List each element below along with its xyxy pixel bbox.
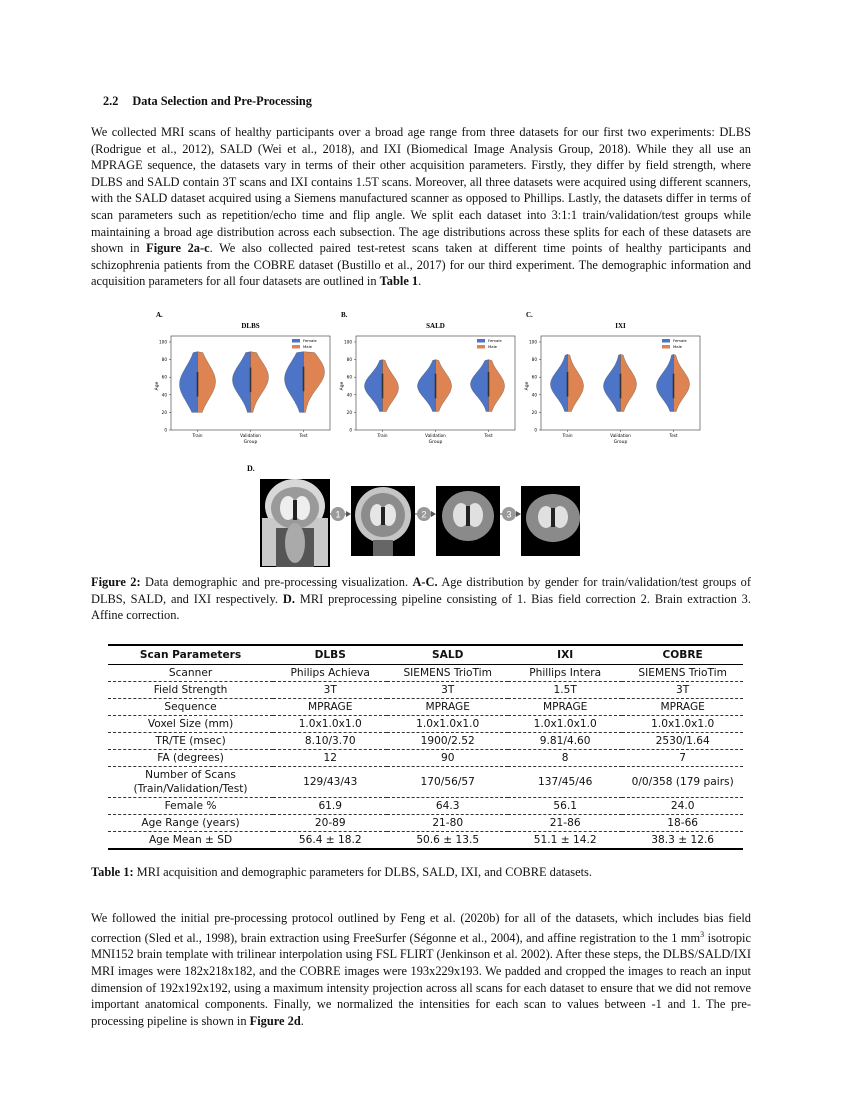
table-cell: 129/43/43 bbox=[273, 767, 387, 798]
table-cell: 8 bbox=[508, 750, 622, 767]
table-cell: 3T bbox=[387, 682, 508, 699]
section-heading bbox=[103, 94, 312, 109]
table-cell: 21-86 bbox=[508, 815, 622, 832]
text-run: We followed the initial pre-processing protocol outlined by Feng et al. (2020b) for all of the datasets, which includes bias field correction (Sled et al., 1998), brain extraction using FreeSurfer (Ségonne et al., 2004), and affine registration to the 1 mm bbox=[91, 911, 751, 945]
table-cell: MPRAGE bbox=[387, 699, 508, 716]
violin-female bbox=[418, 360, 436, 412]
panel-title: SALD bbox=[426, 322, 445, 330]
x-axis-label: Group bbox=[428, 440, 443, 445]
panel-letter: A. bbox=[156, 311, 163, 319]
mri-bias-corrected-image bbox=[351, 486, 415, 556]
x-tick-label: Train bbox=[192, 433, 203, 438]
table-1-caption bbox=[91, 864, 751, 881]
table-cell: 3T bbox=[622, 682, 743, 699]
x-axis-label: Group bbox=[613, 440, 628, 445]
violin-male bbox=[383, 360, 399, 412]
paragraph-datasets bbox=[91, 124, 751, 290]
table-row bbox=[108, 682, 743, 699]
table-cell: 137/45/46 bbox=[508, 767, 622, 798]
violin-male bbox=[621, 354, 637, 411]
parameter-name-cell: TR/TE (msec) bbox=[108, 733, 273, 750]
y-tick-label: 100 bbox=[529, 339, 537, 345]
y-tick-label: 100 bbox=[344, 339, 352, 345]
table-cell: 0/0/358 (179 pairs) bbox=[622, 767, 743, 798]
violin-female bbox=[285, 352, 304, 413]
violin-male bbox=[568, 354, 584, 411]
legend-label-male: Male bbox=[673, 344, 682, 350]
y-tick-label: 20 bbox=[531, 409, 537, 415]
violin-female bbox=[471, 360, 489, 412]
figure-2-caption bbox=[91, 574, 751, 624]
x-axis-label: Group bbox=[243, 440, 258, 445]
table-header-cell: Scan Parameters bbox=[108, 645, 273, 665]
parameter-name-cell: Scanner bbox=[108, 665, 273, 682]
table-cell: 61.9 bbox=[273, 798, 387, 815]
parameter-name-cell: Voxel Size (mm) bbox=[108, 716, 273, 733]
table-row bbox=[108, 798, 743, 815]
table-cell: Phillips Intera bbox=[508, 665, 622, 682]
table-row bbox=[108, 767, 743, 798]
legend-swatch-female bbox=[662, 339, 670, 343]
y-axis-label: Age bbox=[155, 381, 160, 391]
violin-male bbox=[674, 354, 690, 411]
x-tick-label: Validation bbox=[425, 433, 446, 438]
pipeline-panel-d bbox=[240, 458, 580, 568]
table-cell: 170/56/57 bbox=[387, 767, 508, 798]
table-row bbox=[108, 716, 743, 733]
violin-female bbox=[657, 354, 674, 411]
bold-text: Table 1 bbox=[379, 274, 419, 289]
x-tick-label: Test bbox=[484, 433, 493, 438]
x-tick-label: Test bbox=[669, 433, 678, 438]
y-tick-label: 80 bbox=[161, 357, 167, 363]
table-cell: 24.0 bbox=[622, 798, 743, 815]
table-row bbox=[108, 750, 743, 767]
parameter-name-cell: Female % bbox=[108, 798, 273, 815]
table-row bbox=[108, 815, 743, 832]
panel-d-letter: D. bbox=[247, 464, 255, 473]
legend-swatch-male bbox=[292, 345, 300, 349]
table-cell: 56.4 ± 18.2 bbox=[273, 832, 387, 850]
y-tick-label: 0 bbox=[164, 427, 167, 433]
table-cell: SIEMENS TrioTim bbox=[387, 665, 508, 682]
table-cell: 21-80 bbox=[387, 815, 508, 832]
table-cell: 50.6 ± 13.5 bbox=[387, 832, 508, 850]
violin-male bbox=[436, 360, 452, 412]
text-run: . bbox=[418, 274, 422, 289]
y-axis-label: Age bbox=[525, 381, 530, 391]
y-tick-label: 80 bbox=[531, 357, 537, 363]
y-tick-label: 40 bbox=[161, 392, 167, 398]
table-header-cell: COBRE bbox=[622, 645, 743, 665]
text-run: . bbox=[300, 1013, 304, 1028]
table-cell: 9.81/4.60 bbox=[508, 733, 622, 750]
violin-male bbox=[489, 360, 505, 412]
text-run: MRI preprocessing pipeline consisting of 1. Bias field correction 2. Brain extraction 3. Affine correction. bbox=[91, 591, 751, 623]
table-cell: SIEMENS TrioTim bbox=[622, 665, 743, 682]
mri-brain-extracted-image bbox=[436, 486, 500, 556]
x-tick-label: Train bbox=[562, 433, 573, 438]
bold-text: Figure 2: bbox=[91, 575, 141, 589]
table-cell: 8.10/3.70 bbox=[273, 733, 387, 750]
y-tick-label: 40 bbox=[346, 392, 352, 398]
legend-label-female: Female bbox=[673, 338, 687, 344]
table-cell: 90 bbox=[387, 750, 508, 767]
parameter-name-cell: FA (degrees) bbox=[108, 750, 273, 767]
step-2-badge bbox=[417, 507, 431, 521]
table-cell: 51.1 ± 14.2 bbox=[508, 832, 622, 850]
y-tick-label: 60 bbox=[531, 374, 537, 380]
table-cell: 56.1 bbox=[508, 798, 622, 815]
step-2-label: 2 bbox=[421, 509, 427, 520]
legend-swatch-male bbox=[477, 345, 485, 349]
x-tick-label: Validation bbox=[240, 433, 261, 438]
parameter-name-cell: Field Strength bbox=[108, 682, 273, 699]
text-run: isotropic MNI152 brain template with trilinear interpolation using FSL FLIRT (Jenkinson et al. 2002). After these steps, the DLBS/SALD/IXI MRI images were 182x218x182, and the COBRE images were 193x229x193. We padded and cropped the images to reach an input dimension of 192x192x192, using a maximum intensity projection across all scans for each dataset to ensure that we did not remove important anatomical components. Finally, we normalized the intensities for each scan to values between -1 and 1. The pre-processing pipeline is shown in bbox=[91, 930, 751, 1028]
panel-title: IXI bbox=[615, 322, 626, 330]
legend-label-male: Male bbox=[303, 344, 312, 350]
y-tick-label: 40 bbox=[531, 392, 537, 398]
legend-label-female: Female bbox=[488, 338, 502, 344]
x-tick-label: Train bbox=[377, 433, 388, 438]
parameter-name-cell: Age Mean ± SD bbox=[108, 832, 273, 850]
violin-male bbox=[251, 352, 269, 413]
legend-swatch-female bbox=[292, 339, 300, 343]
violin-male bbox=[304, 352, 325, 413]
legend-label-female: Female bbox=[303, 338, 317, 344]
violin-female bbox=[365, 360, 383, 412]
parameter-name-cell: Age Range (years) bbox=[108, 815, 273, 832]
y-tick-label: 0 bbox=[534, 427, 537, 433]
table-header-row bbox=[108, 645, 743, 665]
bold-text: Table 1: bbox=[91, 865, 134, 879]
parameter-name-cell: Sequence bbox=[108, 699, 273, 716]
violin-female bbox=[604, 354, 621, 411]
legend-label-male: Male bbox=[488, 344, 497, 350]
table-header-cell: SALD bbox=[387, 645, 508, 665]
x-tick-label: Validation bbox=[610, 433, 631, 438]
table-row bbox=[108, 832, 743, 850]
x-tick-label: Test bbox=[299, 433, 308, 438]
violin-panel-c bbox=[520, 306, 710, 454]
table-header-cell: IXI bbox=[508, 645, 622, 665]
legend-swatch-female bbox=[477, 339, 485, 343]
table-cell: 1900/2.52 bbox=[387, 733, 508, 750]
table-cell: 20-89 bbox=[273, 815, 387, 832]
table-cell: 7 bbox=[622, 750, 743, 767]
violin-female bbox=[551, 354, 568, 411]
text-run: MRI acquisition and demographic parameters for DLBS, SALD, IXI, and COBRE datasets. bbox=[133, 865, 592, 879]
violin-panel-a bbox=[150, 306, 340, 454]
text-run: Data demographic and pre-processing visualization. bbox=[140, 575, 413, 589]
mri-affine-registered-image bbox=[521, 486, 580, 556]
table-row bbox=[108, 733, 743, 750]
y-tick-label: 60 bbox=[346, 374, 352, 380]
table-cell: 18-66 bbox=[622, 815, 743, 832]
table-row bbox=[108, 665, 743, 682]
section-title: Data Selection and Pre-Processing bbox=[132, 94, 312, 108]
panel-title: DLBS bbox=[241, 322, 260, 330]
table-cell: MPRAGE bbox=[273, 699, 387, 716]
table-cell: 3T bbox=[273, 682, 387, 699]
table-cell: 38.3 ± 12.6 bbox=[622, 832, 743, 850]
mri-raw-image bbox=[260, 479, 330, 567]
table-cell: 2530/1.64 bbox=[622, 733, 743, 750]
bold-text: Figure 2a-c bbox=[146, 241, 210, 256]
y-tick-label: 20 bbox=[161, 409, 167, 415]
step-3-badge bbox=[502, 507, 516, 521]
y-tick-label: 100 bbox=[159, 339, 167, 345]
text-run: Age distribution by gender for train/validation/test groups of DLBS, SALD, and IXI respectively. bbox=[91, 575, 752, 606]
table-cell: 12 bbox=[273, 750, 387, 767]
violin-female bbox=[180, 352, 198, 413]
section-number: 2.2 bbox=[103, 94, 119, 108]
table-cell: MPRAGE bbox=[622, 699, 743, 716]
parameter-name-cell: Number of Scans (Train/Validation/Test) bbox=[108, 767, 273, 798]
table-cell: 64.3 bbox=[387, 798, 508, 815]
table-cell: 1.0x1.0x1.0 bbox=[622, 716, 743, 733]
table-cell: 1.0x1.0x1.0 bbox=[273, 716, 387, 733]
table-row bbox=[108, 699, 743, 716]
text-run: We collected MRI scans of healthy participants over a broad age range from three datasets for our first two experiments: DLBS (Rodrigue et al., 2012), SALD (Wei et al., 2018), and IXI (Biomedical Image Analysis Group, 2018). While they all use an MPRAGE sequence, the datasets vary in terms of their other acquisition parameters. Firstly, they differ by field strength, where DLBS and SALD contain 3T scans and IXI contains 1.5T scans. Moreover, all three datasets were acquired using different scanners, with the SALD dataset acquired using a Siemens manufactured scanner as opposed to Phillips. Lastly, the datasets differ in terms of scan parameters such as repetition/echo time and flip angle. We split each dataset into 3:1:1 train/validation/test groups while maintaining a broad age distribution across each subsection. The age distributions across these splits for each of these datasets are shown in bbox=[91, 125, 751, 256]
table-cell: MPRAGE bbox=[508, 699, 622, 716]
bold-text: Figure 2d bbox=[249, 1013, 301, 1028]
table-cell: Philips Achieva bbox=[273, 665, 387, 682]
paragraph-preprocessing bbox=[91, 910, 751, 1029]
table-1 bbox=[108, 644, 743, 850]
step-1-label: 1 bbox=[335, 509, 341, 520]
superscript: 3 bbox=[700, 929, 705, 939]
y-tick-label: 60 bbox=[161, 374, 167, 380]
step-3-label: 3 bbox=[506, 509, 512, 520]
bold-text: D. bbox=[282, 591, 295, 606]
table-cell: 1.0x1.0x1.0 bbox=[508, 716, 622, 733]
panel-letter: B. bbox=[341, 311, 348, 319]
y-tick-label: 0 bbox=[349, 427, 352, 433]
panel-letter: C. bbox=[526, 311, 533, 319]
table-cell: 1.5T bbox=[508, 682, 622, 699]
step-1-badge bbox=[331, 507, 345, 521]
table-cell: 1.0x1.0x1.0 bbox=[387, 716, 508, 733]
violin-male bbox=[198, 352, 216, 413]
legend-swatch-male bbox=[662, 345, 670, 349]
text-run: . We also collected paired test-retest scans taken at different time points of healthy participants and schizophrenia patients from the COBRE dataset (Bustillo et al., 2017) for our third experiment. The demographic information and acquisition parameters for all four datasets are outlined in bbox=[91, 241, 751, 289]
y-tick-label: 80 bbox=[346, 357, 352, 363]
table-header-cell: DLBS bbox=[273, 645, 387, 665]
bold-text: A-C. bbox=[412, 575, 438, 589]
y-tick-label: 20 bbox=[346, 409, 352, 415]
violin-panel-b bbox=[335, 306, 525, 454]
y-axis-label: Age bbox=[340, 381, 345, 391]
violin-female bbox=[233, 352, 251, 413]
